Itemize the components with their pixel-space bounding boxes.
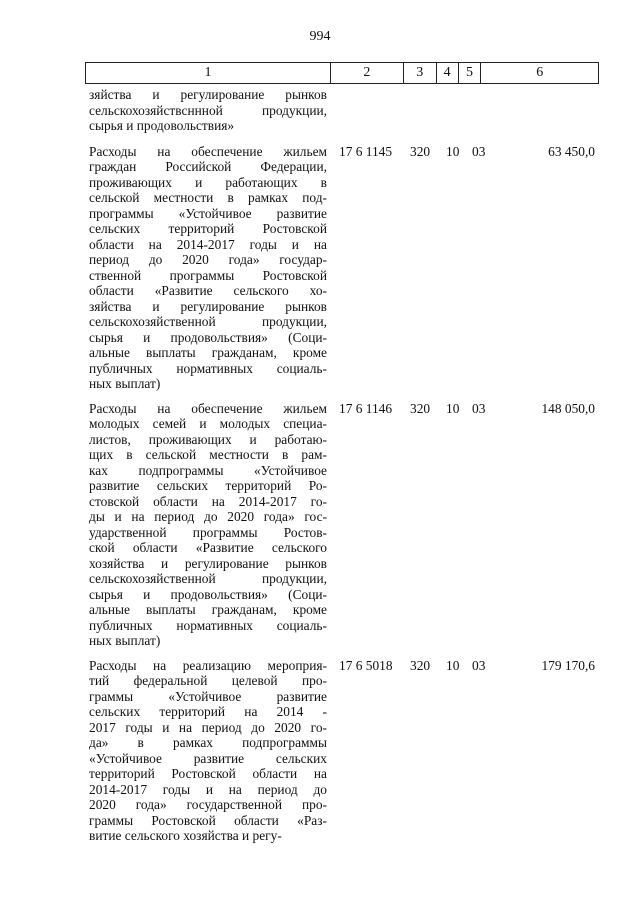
- row-description: [89, 87, 327, 134]
- expense-type-code: 320: [410, 143, 431, 159]
- description-line: сельскохозяйственной продукции,: [89, 571, 327, 586]
- description-line: граммы «Устойчивое развитие: [89, 688, 327, 704]
- description-line: области «Развитие сельского хо-: [89, 283, 327, 298]
- description-line: ных выплат): [89, 376, 161, 391]
- table-row: [89, 401, 599, 649]
- target-article-code: 17 6 1145: [339, 143, 393, 159]
- description-line: щих в сельской местности в рам-: [89, 447, 327, 462]
- description-line: сырья и продовольствия» (Соци-: [89, 329, 327, 345]
- description-line: развитие сельских территорий Ро-: [89, 478, 327, 493]
- description-line: ных выплат): [89, 633, 161, 648]
- subsection-code: 03: [472, 143, 486, 159]
- description-line: Расходы на реализацию мероприя-: [89, 657, 327, 673]
- description-line: 2017 годы и на период до 2020 го-: [89, 719, 327, 735]
- description-line: сельской местности в рамках под-: [89, 190, 327, 205]
- header-col-4: 4: [437, 63, 459, 83]
- description-line: граммы Ростовской области «Раз-: [89, 812, 327, 828]
- target-article-code: 17 6 5018: [339, 657, 393, 673]
- description-line: альные выплаты гражданам, кроме: [89, 602, 327, 617]
- description-line: ды и на период до 2020 года» гос-: [89, 509, 327, 524]
- amount: 148 050,0: [541, 400, 595, 416]
- description-line: 2014-2017 годы и на период до: [89, 781, 327, 797]
- description-line: программы «Устойчивое развитие: [89, 205, 327, 221]
- description-line: ственной программы Ростовской: [89, 267, 327, 283]
- description-line: сырья и продовольствия» (Соци-: [89, 586, 327, 602]
- subsection-code: 03: [472, 400, 486, 416]
- header-col-3: 3: [404, 63, 437, 83]
- description-line: период до 2020 года» государ-: [89, 252, 327, 267]
- table-body: [89, 87, 599, 844]
- amount: 179 170,6: [541, 657, 595, 673]
- header-col-6: 6: [536, 65, 544, 80]
- row-description: [89, 401, 327, 649]
- row-description: [89, 144, 327, 392]
- description-line: 2020 года» государственной про-: [89, 797, 327, 812]
- table-row: [89, 87, 599, 134]
- header-col-5: 5: [459, 63, 482, 83]
- description-line: хозяйства и регулирование рынков: [89, 555, 327, 571]
- description-line: области на 2014-2017 годы и на: [89, 236, 327, 252]
- description-line: Расходы на обеспечение жильем: [89, 143, 327, 159]
- description-line: листов, проживающих и работаю-: [89, 431, 327, 447]
- description-line: зяйства и регулирование рынков: [89, 87, 327, 102]
- page-number: 994: [309, 29, 331, 44]
- header-col-1: 1: [86, 63, 331, 83]
- description-line: сельских территорий Ростовской: [89, 221, 327, 236]
- header-col-2: 2: [331, 63, 404, 83]
- table-header: [85, 62, 599, 84]
- description-line: витие сельского хозяйства и регу-: [89, 828, 282, 843]
- amount: 63 450,0: [548, 143, 595, 159]
- subsection-code: 03: [472, 657, 486, 673]
- table-row: [89, 144, 599, 392]
- description-line: «Устойчивое развитие сельских: [89, 750, 327, 766]
- section-code: 10: [446, 143, 460, 159]
- description-line: публичных нормативных социаль-: [89, 617, 327, 633]
- description-line: зяйства и регулирование рынков: [89, 298, 327, 314]
- description-line: ках подпрограммы «Устойчивое: [89, 462, 327, 478]
- table-row: [89, 658, 599, 844]
- description-line: тий федеральной целевой про-: [89, 673, 327, 688]
- description-line: сельскохозяйствсннной продукции,: [89, 102, 327, 118]
- description-line: ской области «Развитие сельского: [89, 540, 327, 555]
- description-line: ударственной программы Ростов-: [89, 524, 327, 540]
- description-line: проживающих и работающих в: [89, 174, 327, 190]
- description-line: публичных нормативных социаль-: [89, 360, 327, 376]
- description-line: да» в рамках подпрограммы: [89, 735, 327, 750]
- description-line: сельскохозяйственной продукции,: [89, 314, 327, 329]
- description-line: граждан Российской Федерации,: [89, 159, 327, 174]
- row-description: [89, 658, 327, 844]
- description-line: Расходы на обеспечение жильем: [89, 400, 327, 416]
- section-code: 10: [446, 657, 460, 673]
- section-code: 10: [446, 400, 460, 416]
- description-line: молодых семей и молодых специа-: [89, 416, 327, 431]
- description-line: территорий Ростовской области на: [89, 766, 327, 781]
- description-line: стовской области на 2014-2017 го-: [89, 493, 327, 509]
- expense-type-code: 320: [410, 400, 431, 416]
- target-article-code: 17 6 1146: [339, 400, 393, 416]
- description-line: альные выплаты гражданам, кроме: [89, 345, 327, 360]
- expense-type-code: 320: [410, 657, 431, 673]
- description-line: сельских территорий на 2014 -: [89, 704, 327, 719]
- description-line: сырья и продовольствия»: [89, 118, 235, 133]
